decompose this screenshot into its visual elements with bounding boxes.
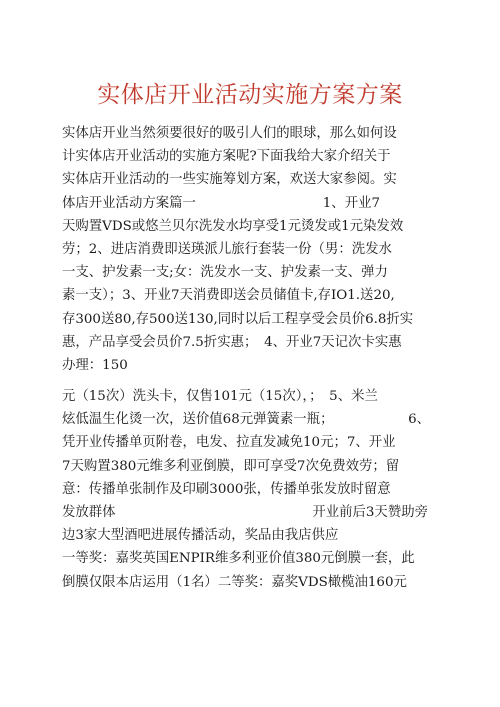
body-line-segment: 发放群体: [62, 505, 116, 520]
body-line: 计实体店开业活动的实施方案呢?下面我给大家介绍关于: [62, 149, 391, 165]
document-body: [62, 122, 442, 594]
body-line-segment: 1、开业7: [322, 195, 380, 211]
body-line: 天购置VDS或悠兰贝尔洗发水均享受1元烫发或1元染发效: [62, 218, 404, 234]
body-line: 存300送80,存500送130,同时以后工程享受会员价6.8折实: [62, 311, 414, 327]
body-line: 边3家大型酒吧进展传播活动，奖品由我店供应: [62, 528, 339, 544]
body-line: 凭开业传播单页附卷，电发、拉直发减免10元；7、开业: [62, 435, 396, 451]
document-title: 实体店开业活动实施方案方案: [97, 82, 403, 108]
body-line-segment: 开业前后3天赞助旁: [312, 505, 428, 520]
body-line: 意：传播单张制作及印刷3000张，传播单张发放时留意: [62, 481, 391, 497]
body-line: 素一支）；3、开业7天消费即送会员储值卡,存IO1.送20,: [62, 288, 395, 304]
body-line: [62, 501, 442, 524]
body-line: 办理：150: [62, 357, 128, 373]
body-line: 元（15次）洗头卡，仅售101元（15次），； 5、米兰: [62, 389, 378, 405]
body-line: [62, 192, 442, 215]
body-line: 倒膜仅限本店运用（1名）二等奖：嘉奖VDS橄榄油160元: [62, 574, 407, 590]
body-line: 一支、护发素一支;女：洗发水一支、护发素一支、弹力: [62, 265, 388, 281]
body-line: 7天购置380元维多利亚倒膜，即可享受7次免费效劳；留: [62, 458, 400, 474]
body-line: 一等奖：嘉奖英国ENPIR维多利亚价值380元倒膜一套，此: [62, 551, 415, 567]
body-line: 惠，产品享受会员价7.5折实惠； 4、开业7天记次卡实惠: [62, 334, 402, 350]
body-line-segment: 炫低温生化烫一次，送价值68元弹簧素一瓶；: [62, 412, 334, 428]
body-line-segment: 6、: [408, 412, 430, 428]
body-line-segment: 体店开业活动方案篇一: [62, 195, 196, 211]
body-line: 劳；2、进店消费即送瑛派儿旅行套装一份（男：洗发水: [62, 241, 392, 257]
body-line: 实体店开业当然须要很好的吸引人们的眼球，那么如何设: [62, 126, 397, 141]
body-line: [62, 408, 442, 431]
body-line: 实体店开业活动的一些实施筹划方案，欢送大家参阅。实: [62, 172, 397, 188]
